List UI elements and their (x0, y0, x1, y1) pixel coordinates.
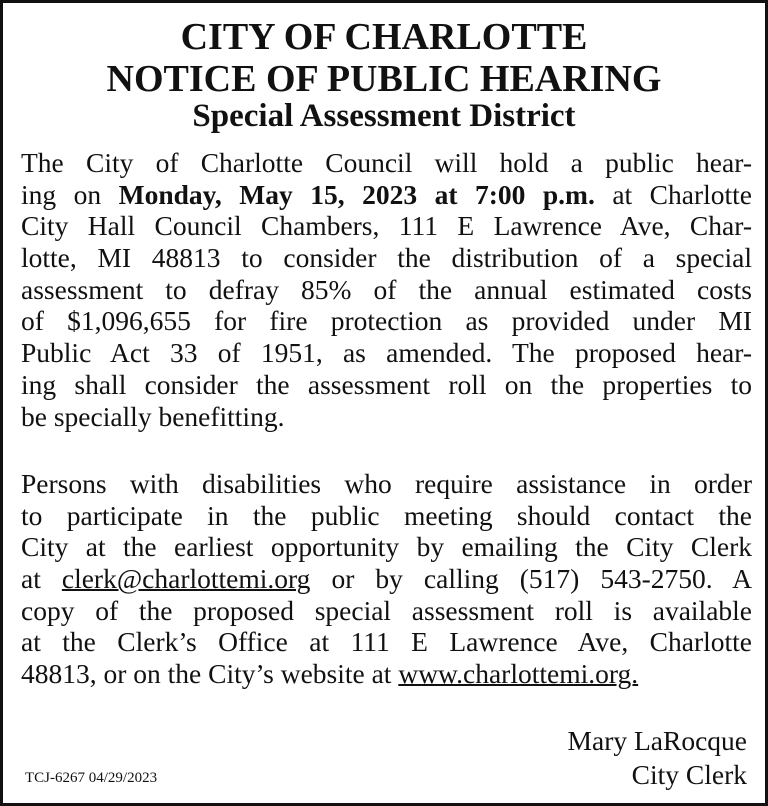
paragraph-line: assessment to defray 85% of the annual estimated costs (21, 273, 752, 305)
clerk-email-link[interactable]: clerk@charlottemi.org (61, 563, 311, 595)
paragraph-line: at the Clerk’s Office at 111 E Lawrence Ave, Charlotte (21, 626, 752, 658)
paragraph-line (21, 563, 752, 595)
paragraph-line (21, 179, 752, 211)
line-text: ing on (21, 178, 119, 210)
paragraph-line: The City of Charlotte Council will hold a public hear- (21, 147, 752, 178)
hearing-paragraph (21, 147, 752, 432)
notice-title-city: CITY OF CHARLOTTE (180, 16, 588, 58)
paragraph-line: lotte, MI 48813 to consider the distribution of a special (21, 242, 752, 274)
paragraph-line: Public Act 33 of 1951, as amended. The proposed hear- (21, 337, 752, 369)
paragraph-line: to participate in the public meeting should contact the (21, 499, 752, 531)
signature-title: City Clerk (631, 759, 747, 790)
line-text: or by calling (517) 543-2750. A (310, 563, 752, 595)
accessibility-paragraph (21, 468, 752, 690)
hearing-date-time: Monday, May 15, 2023 at 7:00 p.m. (118, 178, 595, 210)
line-text: 48813, or on the City’s website at (21, 658, 399, 690)
paragraph-line: Persons with disabilities who require assistance in order (21, 468, 752, 499)
signature-name: Mary LaRocque (567, 725, 747, 756)
paragraph-line: ing shall consider the assessment roll on the properties to (21, 368, 752, 400)
line-text: at (21, 563, 62, 595)
paragraph-line: of $1,096,655 for fire protection as provided under MI (21, 305, 752, 337)
city-website-link[interactable]: www.charlottemi.org. (398, 658, 639, 690)
notice-subtitle: Special Assessment District (192, 98, 576, 134)
paragraph-line: City Hall Council Chambers, 111 E Lawrence Ave, Char- (21, 210, 752, 242)
publication-reference: TCJ-6267 04/29/2023 (25, 770, 158, 786)
paragraph-line: copy of the proposed special assessment roll is available (21, 594, 752, 626)
paragraph-line: City at the earliest opportunity by emailing the City Clerk (21, 531, 752, 563)
notice-title: NOTICE OF PUBLIC HEARING (106, 58, 662, 100)
paragraph-line: be specially benefitting. (21, 400, 285, 432)
paragraph-line (21, 658, 752, 690)
line-text: at Charlotte (594, 178, 752, 210)
